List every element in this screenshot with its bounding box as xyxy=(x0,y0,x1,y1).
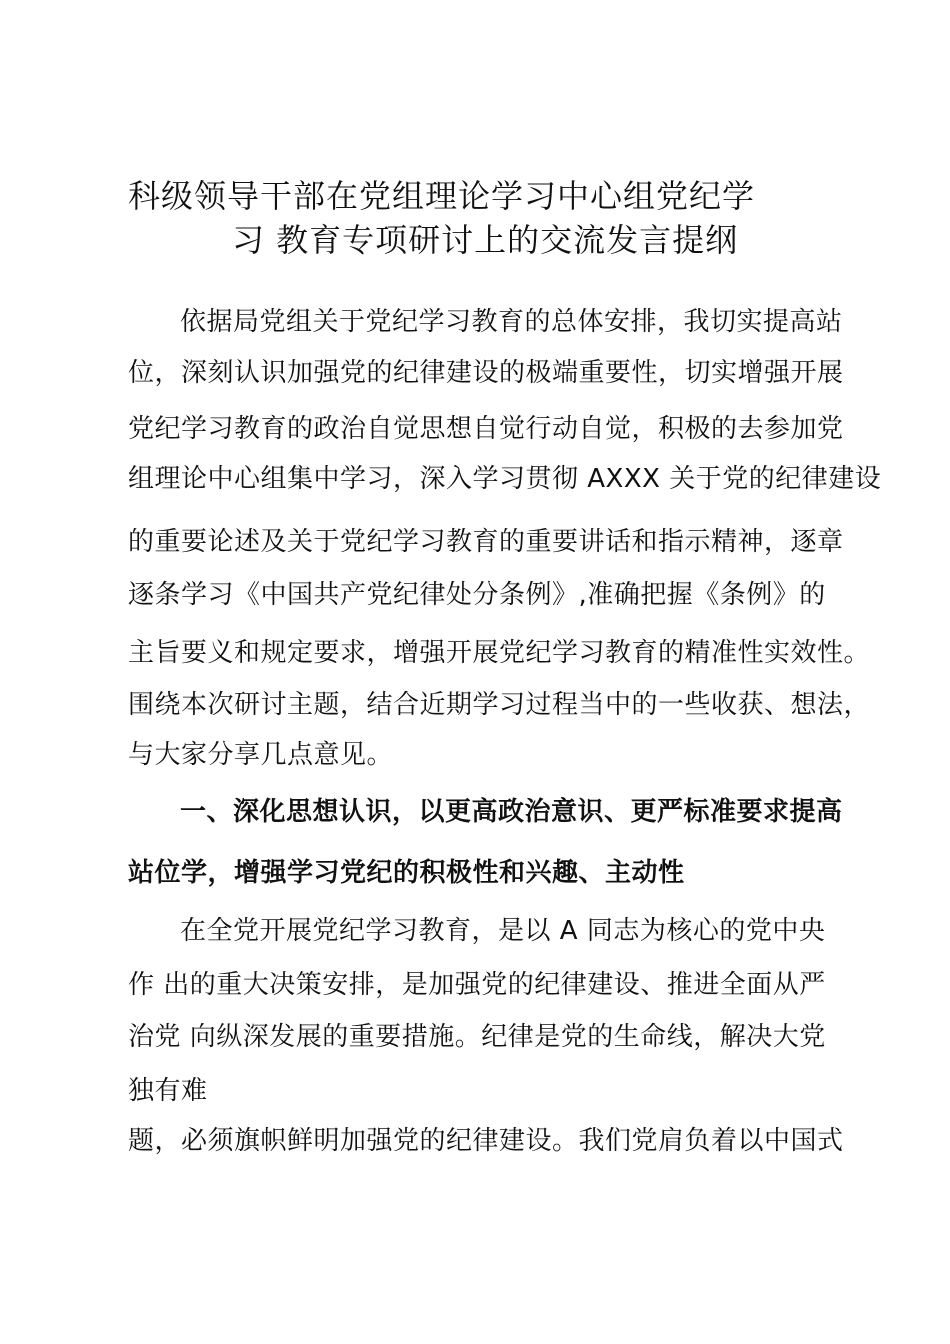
paragraph-line: 逐条学习《中国共产党纪律处分条例》,准确把握《条例》的 xyxy=(128,580,826,610)
paragraph-line: 在全党开展党纪学习教育，是以 A 同志为核心的党中央 xyxy=(180,916,826,946)
paragraph-line: 与大家分享几点意见。 xyxy=(128,740,394,770)
paragraph-line: 党纪学习教育的政治自觉思想自觉行动自觉，积极的去参加党 xyxy=(128,414,844,444)
paragraph-line: 依据局党组关于党纪学习教育的总体安排，我切实提高站 xyxy=(180,307,843,337)
document-title-line-2: 习 教育专项研讨上的交流发言提纲 xyxy=(232,221,739,259)
paragraph-line: 题，必须旗帜鲜明加强党的纪律建设。我们党肩负着以中国式 xyxy=(128,1126,844,1156)
section-heading-line: 一、深化思想认识，以更高政治意识、更严标准要求提高 xyxy=(180,797,843,827)
paragraph-line: 作 出的重大决策安排，是加强党的纪律建设、推进全面从严 xyxy=(128,970,826,1000)
paragraph-line: 的重要论述及关于党纪学习教育的重要讲话和指示精神，逐章 xyxy=(128,527,844,557)
paragraph-line: 独有难 xyxy=(128,1076,208,1106)
section-heading-line: 站位学，增强学习党纪的积极性和兴趣、主动性 xyxy=(128,858,685,888)
paragraph-line: 主旨要义和规定要求，增强开展党纪学习教育的精准性实效性。 xyxy=(128,638,871,668)
paragraph-line: 治党 向纵深发展的重要措施。纪律是党的生命线，解决大党 xyxy=(128,1022,826,1052)
paragraph-line: 组理论中心组集中学习，深入学习贯彻 AXXX 关于党的纪律建设 xyxy=(128,464,882,494)
document-title-line-1: 科级领导干部在党组理论学习中心组党纪学 xyxy=(128,177,756,215)
paragraph-line: 围绕本次研讨主题，结合近期学习过程当中的一些收获、想法， xyxy=(128,690,871,720)
paragraph-line: 位，深刻认识加强党的纪律建设的极端重要性，切实增强开展 xyxy=(128,358,844,388)
